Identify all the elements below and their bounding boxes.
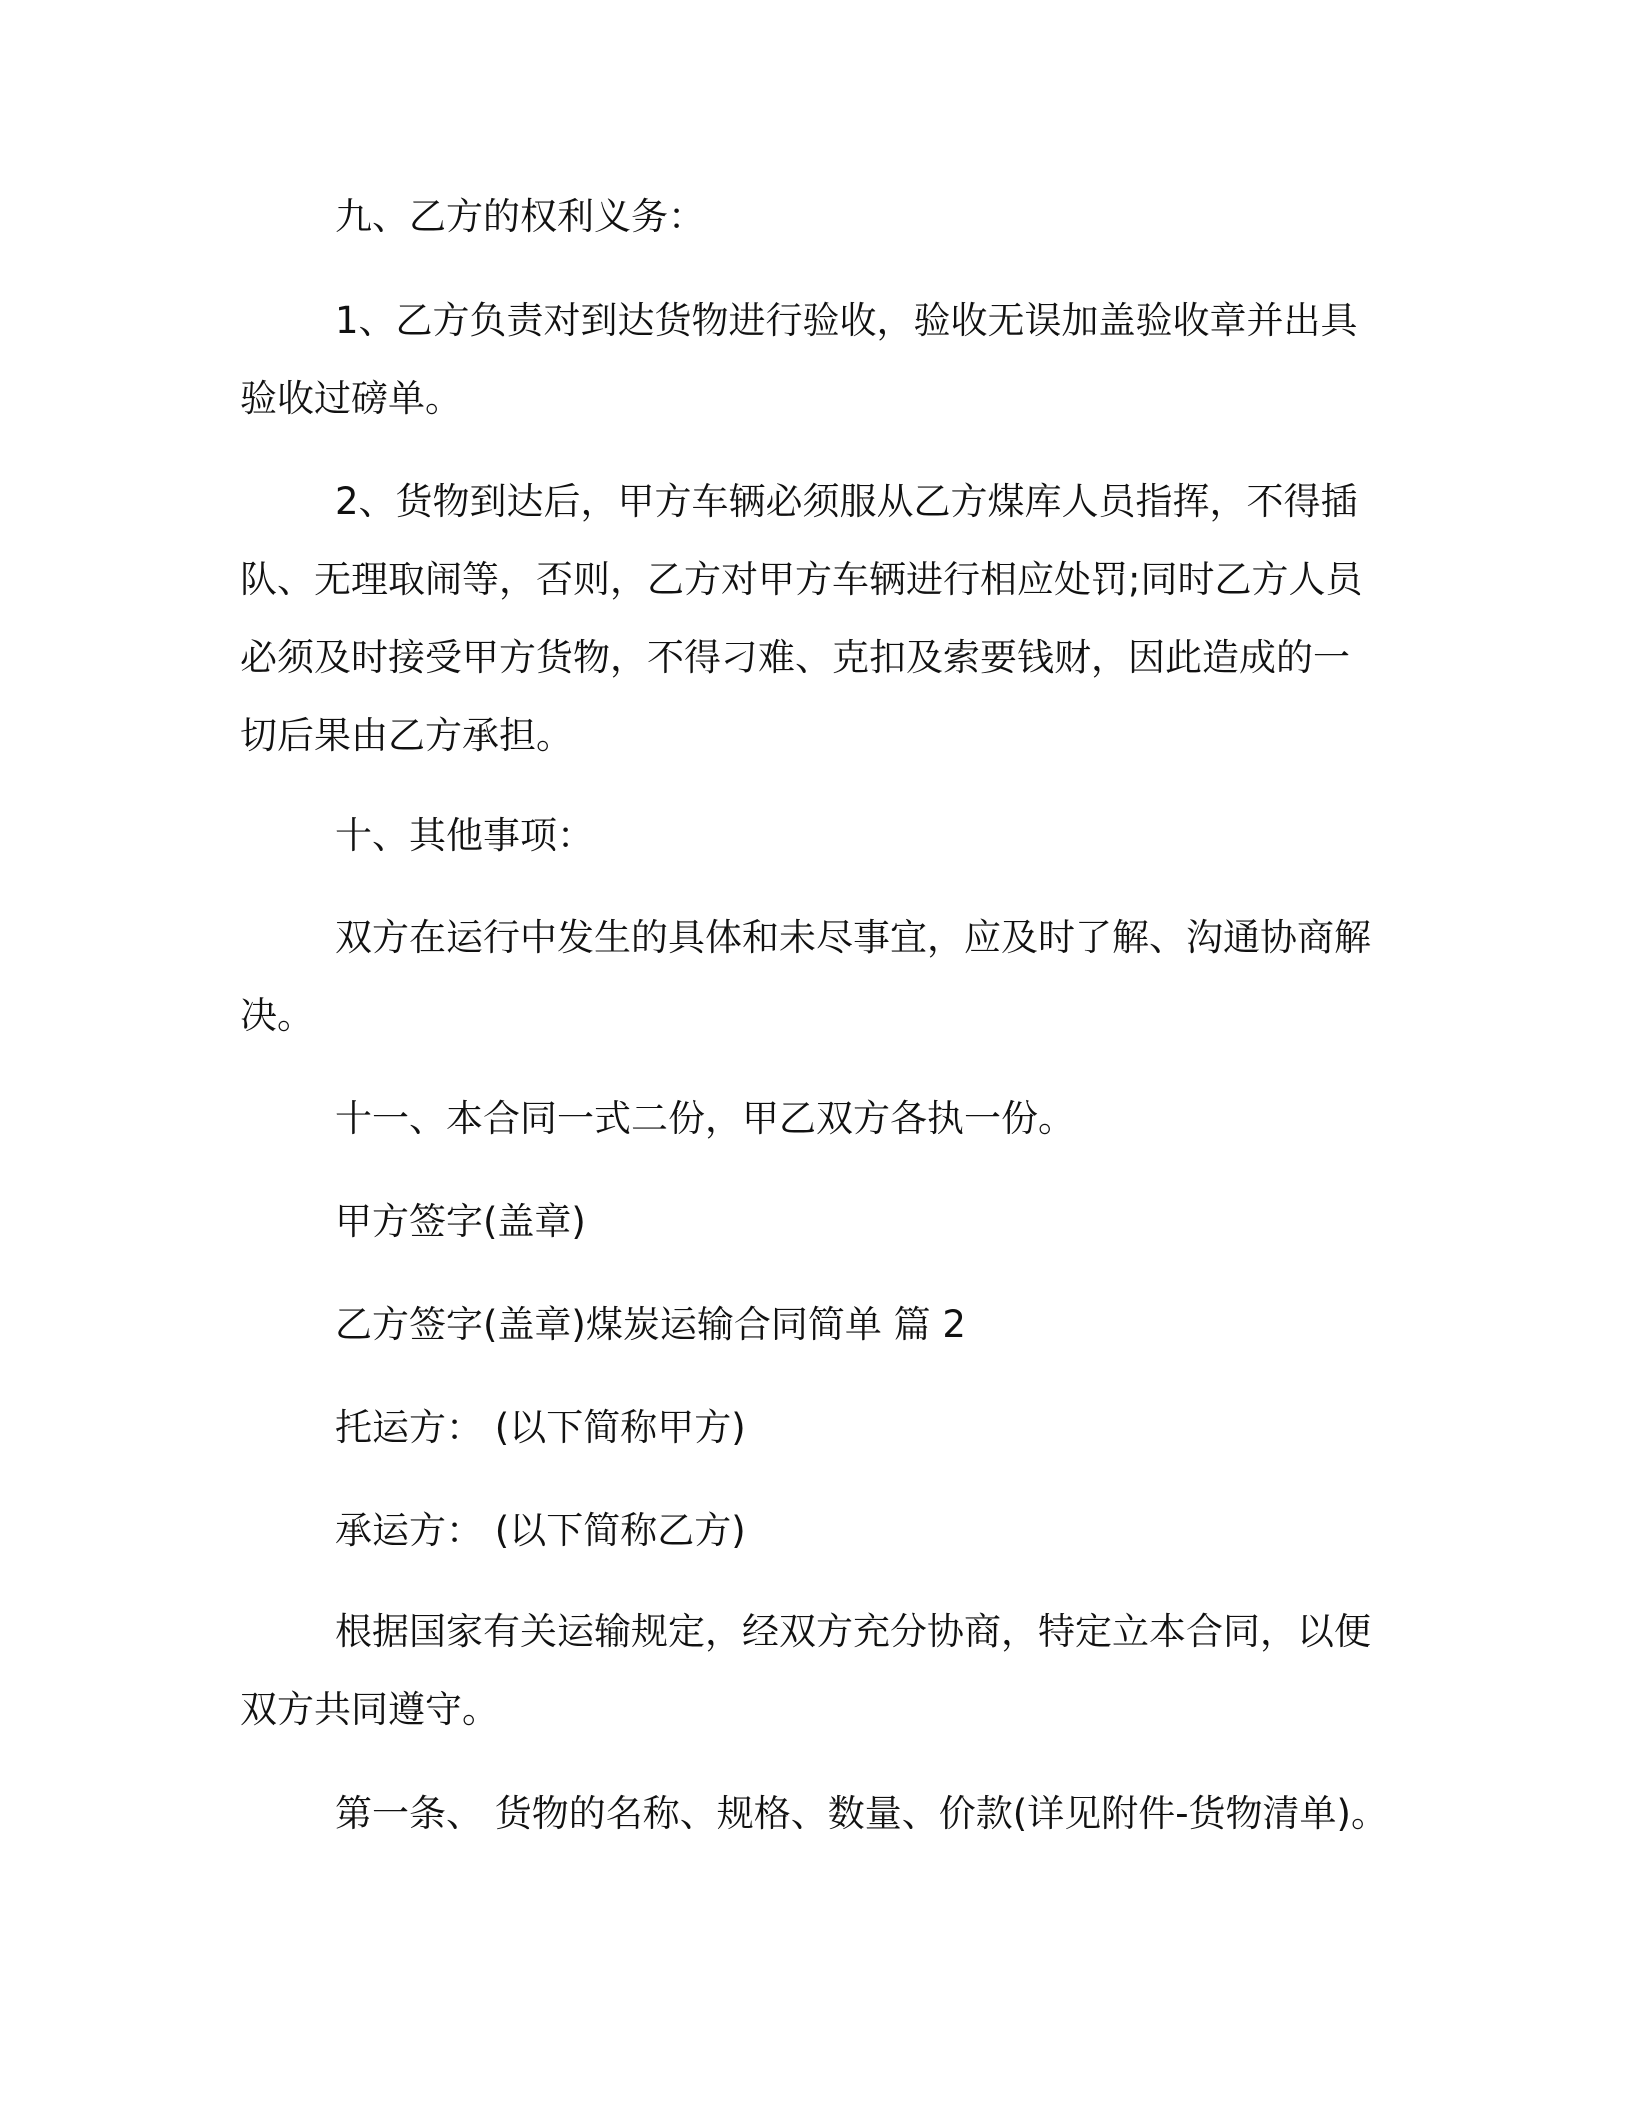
text-line: 第一条、 货物的名称、规格、数量、价款(详见附件-货物清单)。: [335, 1792, 1388, 1835]
text-line: 十一、本合同一式二份，甲乙双方各执一份。: [335, 1097, 1075, 1140]
text-line: 必须及时接受甲方货物，不得刁难、克扣及索要钱财，因此造成的一: [240, 636, 1350, 679]
text-line: 验收过磅单。: [240, 377, 462, 420]
text-line: 托运方： (以下简称甲方): [335, 1406, 746, 1449]
clause-9-1: [240, 282, 1390, 438]
shipper-line: [240, 1389, 1390, 1467]
text-line: 承运方： (以下简称乙方): [335, 1509, 746, 1552]
carrier-line: [240, 1492, 1390, 1570]
text-line: 2、货物到达后，甲方车辆必须服从乙方煤库人员指挥，不得插: [335, 480, 1358, 523]
clause-9-2: [240, 463, 1390, 775]
text-line: 乙方签字(盖章)煤炭运输合同简单 篇 2: [335, 1303, 966, 1346]
text-line: 十、其他事项：: [335, 814, 594, 857]
party-a-signature: [240, 1183, 1390, 1261]
party-b-signature-and-title: [240, 1286, 1390, 1364]
text-line: 九、乙方的权利义务：: [335, 195, 705, 238]
text-line: 根据国家有关运输规定，经双方充分协商，特定立本合同，以便: [335, 1610, 1371, 1653]
text-line: 双方在运行中发生的具体和未尽事宜，应及时了解、沟通协商解: [335, 916, 1371, 959]
text-line: 队、无理取闹等，否则，乙方对甲方车辆进行相应处罚;同时乙方人员: [240, 558, 1363, 601]
preamble: [240, 1593, 1390, 1749]
section-11: [240, 1080, 1390, 1158]
text-line: 双方共同遵守。: [240, 1688, 499, 1731]
text-line: 1、乙方负责对到达货物进行验收，验收无误加盖验收章并出具: [335, 299, 1358, 342]
section-10-body: [240, 899, 1390, 1055]
section-9-heading: [240, 178, 1390, 256]
article-1: [240, 1775, 1390, 1853]
text-line: 切后果由乙方承担。: [240, 714, 573, 757]
text-line: 甲方签字(盖章): [335, 1200, 586, 1243]
text-line: 决。: [240, 994, 314, 1037]
section-10-heading: [240, 797, 1390, 875]
